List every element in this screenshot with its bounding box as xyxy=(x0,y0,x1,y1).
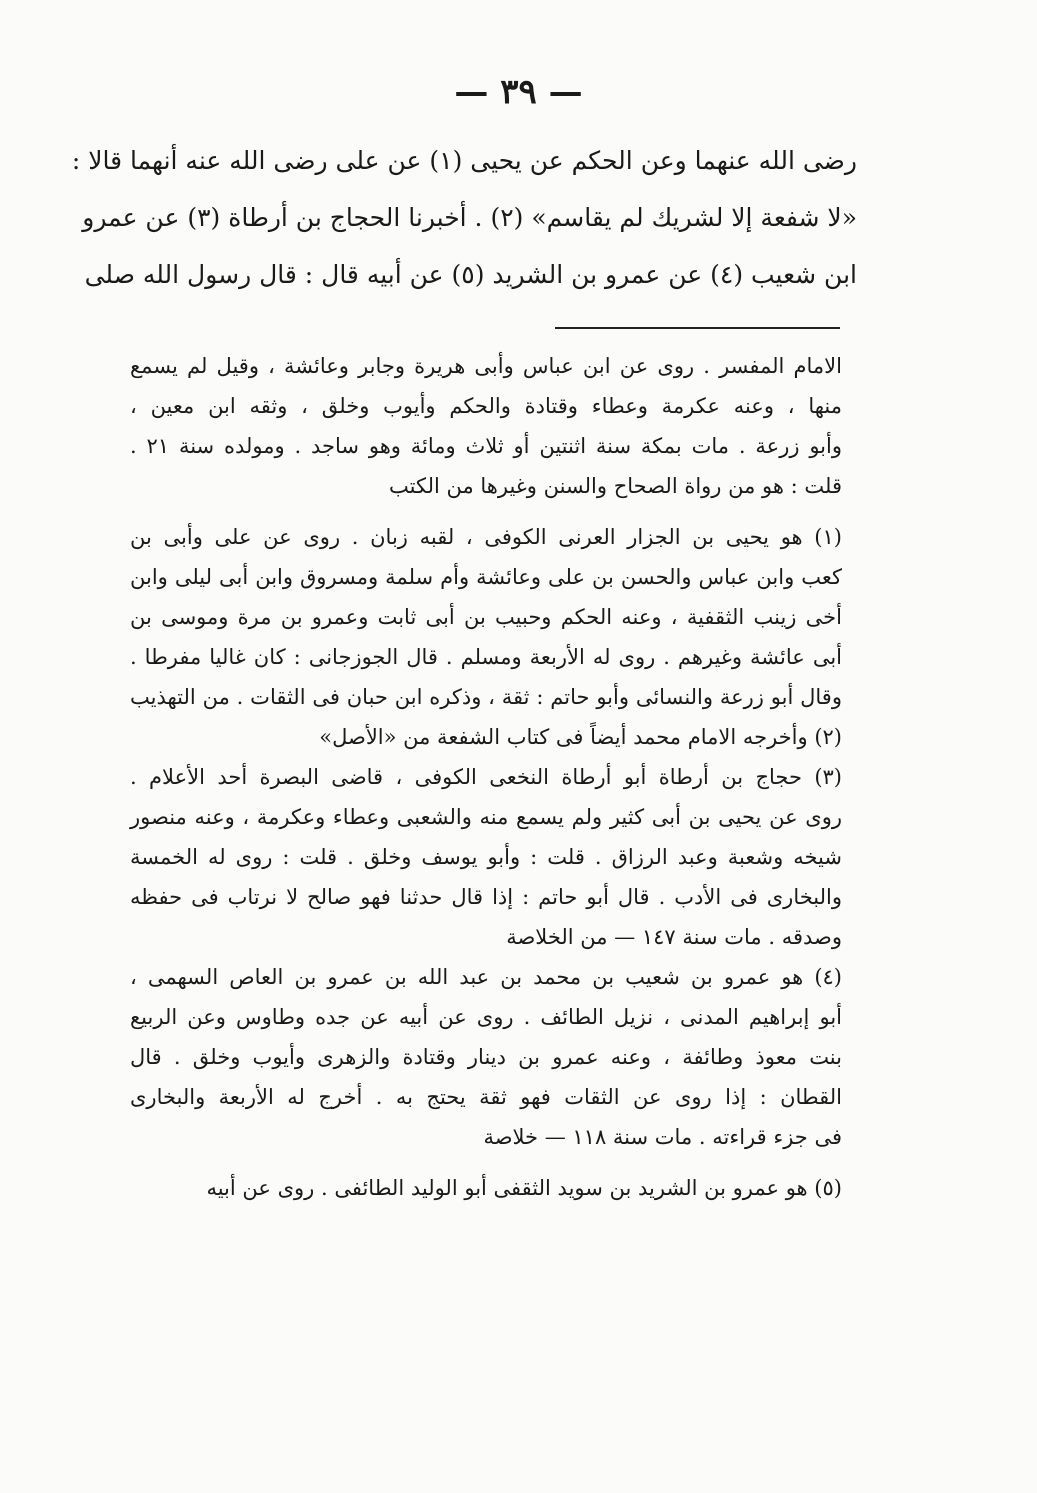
footnote-line: وقال أبو زرعة والنسائى وأبو حاتم : ثقة ، وذكره ابن حبان فى الثقات . من التهذيب xyxy=(130,685,842,709)
footnote-line: أخى زينب الثقفية ، وعنه الحكم وحبيب بن أبى ثابت وعمرو بن مرة وموسى بن xyxy=(130,605,842,629)
footnote-line: (١) هو يحيى بن الجزار العرنى الكوفى ، لقبه زبان . روى عن على وأبى بن xyxy=(130,525,842,549)
footnote-line: (٥) هو عمرو بن الشريد بن سويد الثقفى أبو الوليد الطائفى . روى عن أبيه xyxy=(206,1176,842,1200)
footnote-line: والبخارى فى الأدب . قال أبو حاتم : إذا قال حدثنا فهو صالح لا نرتاب فى حفظه xyxy=(130,885,842,909)
footnote-line: منها ، وعنه عكرمة وعطاء وقتادة والحكم وأيوب وخلق ، وثقه ابن معين ، xyxy=(130,394,842,418)
footnote-line: القطان : إذا روى عن الثقات فهو ثقة يحتج به . أخرج له الأربعة والبخارى xyxy=(130,1085,842,1109)
footnote-line: روى عن يحيى بن أبى كثير ولم يسمع منه والشعبى وعطاء وعكرمة ، وعنه منصور xyxy=(130,805,842,829)
footnote-5 xyxy=(130,1168,842,1208)
footnote-3 xyxy=(130,757,842,957)
footnote-line: (٢) وأخرجه الامام محمد أيضاً فى كتاب الشفعة من «الأصل» xyxy=(319,725,842,749)
footnote-line: كعب وابن عباس والحسن بن على وعائشة وأم سلمة ومسروق وابن أبى ليلى وابن xyxy=(130,565,842,589)
footnote-line: بنت معوذ وطائفة ، وعنه عمرو بن دينار وقتادة والزهرى وأيوب وخلق . قال xyxy=(130,1045,842,1069)
main-text-line: «لا شفعة إلا لشريك لم يقاسم» (٢) . أخبرنا الحجاج بن أرطاة (٣) عن عمرو xyxy=(82,203,857,232)
footnote-line: وصدقه . مات سنة ١٤٧ — من الخلاصة xyxy=(506,925,842,949)
page-number: — ٣٩ — xyxy=(454,72,583,112)
footnote-divider xyxy=(555,327,840,329)
main-text-line: ابن شعيب (٤) عن عمرو بن الشريد (٥) عن أبيه قال : قال رسول الله صلى xyxy=(84,260,857,289)
footnote-line: وأبو زرعة . مات بمكة سنة اثنتين أو ثلاث ومائة وهو ساجد . ومولده سنة ٢١ . xyxy=(130,434,842,458)
footnote-line: شيخه وشعبة وعبد الرزاق . قلت : وأبو يوسف وخلق . قلت : روى له الخمسة xyxy=(130,845,842,869)
footnotes xyxy=(130,346,842,1208)
footnote-line: قلت : هو من رواة الصحاح والسنن وغيرها من الكتب xyxy=(389,474,842,498)
footnote-2 xyxy=(130,717,842,757)
footnote-line: أبى عائشة وغيرهم . روى له الأربعة ومسلم . قال الجوزجانى : كان غاليا مفرطا . xyxy=(130,645,842,669)
footnote-line: (٣) حجاج بن أرطاة أبو أرطاة النخعى الكوفى ، قاضى البصرة أحد الأعلام . xyxy=(130,765,842,789)
footnote-4 xyxy=(130,957,842,1157)
footnote-line: (٤) هو عمرو بن شعيب بن محمد بن عبد الله بن عمرو بن العاص السهمى ، xyxy=(130,965,842,989)
footnote-line: الامام المفسر . روى عن ابن عباس وأبى هريرة وجابر وعائشة ، وقيل لم يسمع xyxy=(130,354,842,378)
footnote-1 xyxy=(130,517,842,717)
footnote-continuation xyxy=(130,346,842,506)
main-text-line: رضى الله عنهما وعن الحكم عن يحيى (١) عن على رضى الله عنه أنهما قالا : xyxy=(71,146,857,175)
footnote-line: فى جزء قراءته . مات سنة ١١٨ — خلاصة xyxy=(483,1125,842,1149)
main-text xyxy=(71,132,857,303)
footnote-line: أبو إبراهيم المدنى ، نزيل الطائف . روى عن أبيه عن جده وطاوس وعن الربيع xyxy=(130,1005,842,1029)
